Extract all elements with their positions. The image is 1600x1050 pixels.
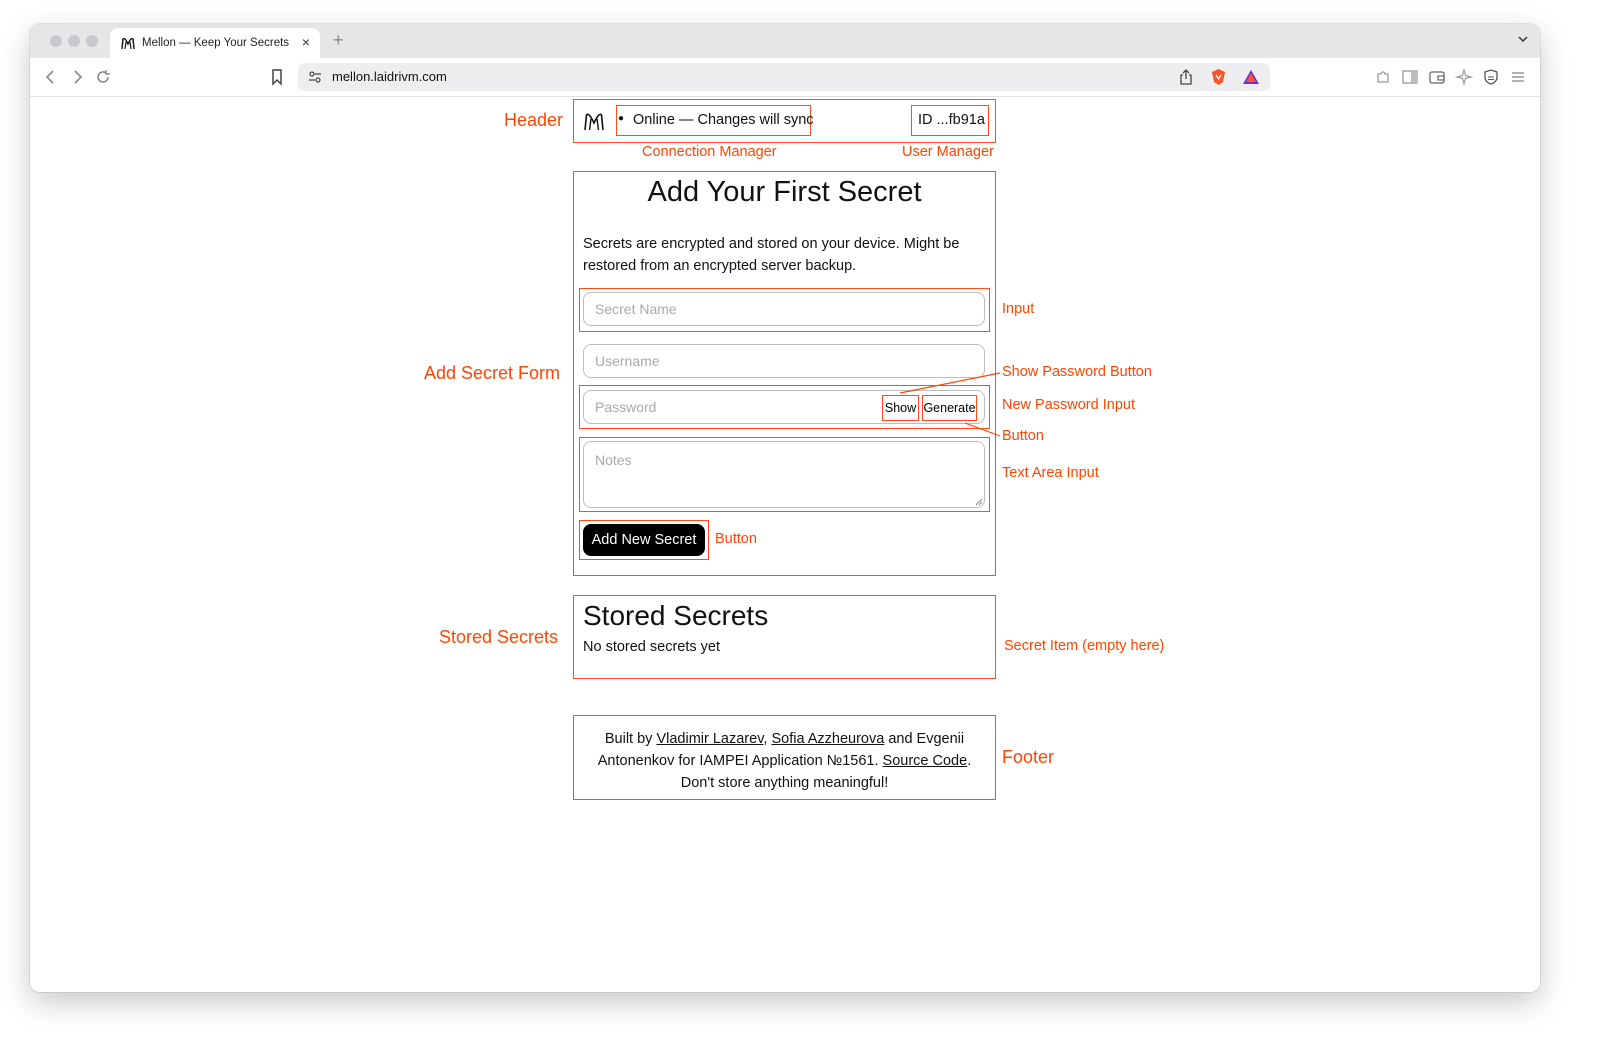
mellon-logo-icon (120, 35, 136, 51)
add-new-secret-button[interactable]: Add New Secret (583, 524, 705, 556)
address-bar[interactable] (298, 63, 1270, 91)
footer-text (590, 728, 979, 794)
share-icon[interactable] (1178, 69, 1194, 85)
annotation-leader-lines (895, 368, 1005, 438)
site-settings-icon[interactable] (308, 70, 322, 84)
tab-bar (30, 24, 1540, 58)
annotation-button: Button (1002, 428, 1044, 444)
annotation-add-secret-form: Add Secret Form (424, 363, 561, 383)
connection-status-text: Online — Changes will sync (633, 112, 814, 128)
annotation-new-password-input: New Password Input (1002, 397, 1135, 413)
browser-tab[interactable] (110, 28, 320, 58)
resize-handle-icon[interactable] (975, 498, 983, 506)
annotation-header: Header (504, 110, 564, 130)
stored-secrets-title: Stored Secrets (583, 600, 769, 631)
chevron-down-icon[interactable] (1516, 32, 1530, 46)
menu-icon[interactable] (1509, 68, 1527, 86)
extensions-icon[interactable] (1374, 68, 1392, 86)
vpn-shield-icon[interactable] (1482, 68, 1500, 86)
generate-password-button[interactable]: Generate (922, 395, 977, 421)
footer-middle: and Evgenii Antonenkov for IAMPEI Application №1561. (597, 731, 965, 769)
new-tab-icon[interactable]: + (333, 30, 344, 50)
form-description: Secrets are encrypted and stored on your device. Might be restored from an encrypted server backup. (583, 236, 960, 274)
user-id[interactable]: ID ...fb91a (918, 112, 985, 128)
bookmark-icon[interactable] (268, 68, 286, 86)
annotation-footer: Footer (1002, 747, 1055, 767)
annotation-text-area-input: Text Area Input (1002, 465, 1099, 481)
forward-icon[interactable] (68, 68, 86, 86)
mellon-logo-icon (583, 110, 605, 132)
browser-toolbar (30, 58, 1540, 97)
brave-rewards-icon[interactable] (1242, 69, 1260, 85)
annotation-show-password-button: Show Password Button (1002, 364, 1152, 380)
wallet-icon[interactable] (1428, 68, 1446, 86)
annotation-stored-secrets: Stored Secrets (439, 627, 559, 647)
footer-separator: , (763, 731, 772, 747)
url-text: mellon.laidrivm.com (332, 69, 447, 84)
annotation-user-manager: User Manager (902, 144, 994, 160)
author-link-vladimir[interactable]: Vladimir Lazarev (656, 731, 764, 747)
tab-title: Mellon — Keep Your Secrets (142, 37, 290, 49)
username-input[interactable]: Username (583, 344, 985, 378)
source-code-link[interactable]: Source Code (882, 753, 968, 769)
annotation-connection-manager: Connection Manager (642, 144, 777, 160)
secret-name-input[interactable]: Secret Name (583, 292, 985, 326)
footer-end: . Don't store anything meaningful! (680, 753, 972, 791)
annotation-input: Input (1002, 301, 1035, 317)
maximize-window-dot[interactable] (86, 35, 98, 47)
show-password-button[interactable]: Show (882, 395, 919, 421)
close-tab-icon[interactable]: × (301, 34, 310, 50)
back-icon[interactable] (42, 68, 60, 86)
footer-built-by: Built by (604, 731, 657, 747)
password-input[interactable]: Password (583, 390, 985, 424)
reload-icon[interactable] (94, 68, 112, 86)
author-link-sofia[interactable]: Sofia Azzheurova (771, 731, 885, 747)
form-title: Add Your First Secret (647, 176, 922, 208)
leo-ai-icon[interactable] (1455, 68, 1473, 86)
status-dot-icon: ● (618, 113, 625, 124)
stored-secrets-empty: No stored secrets yet (583, 639, 720, 655)
close-window-dot[interactable] (50, 35, 62, 47)
sidebar-icon[interactable] (1401, 68, 1419, 86)
annotation-secret-item: Secret Item (empty here) (1004, 638, 1165, 654)
notes-textarea[interactable]: Notes (583, 441, 985, 508)
minimize-window-dot[interactable] (68, 35, 80, 47)
annotation-submit-button: Button (715, 531, 757, 547)
brave-shield-icon[interactable] (1210, 68, 1227, 86)
